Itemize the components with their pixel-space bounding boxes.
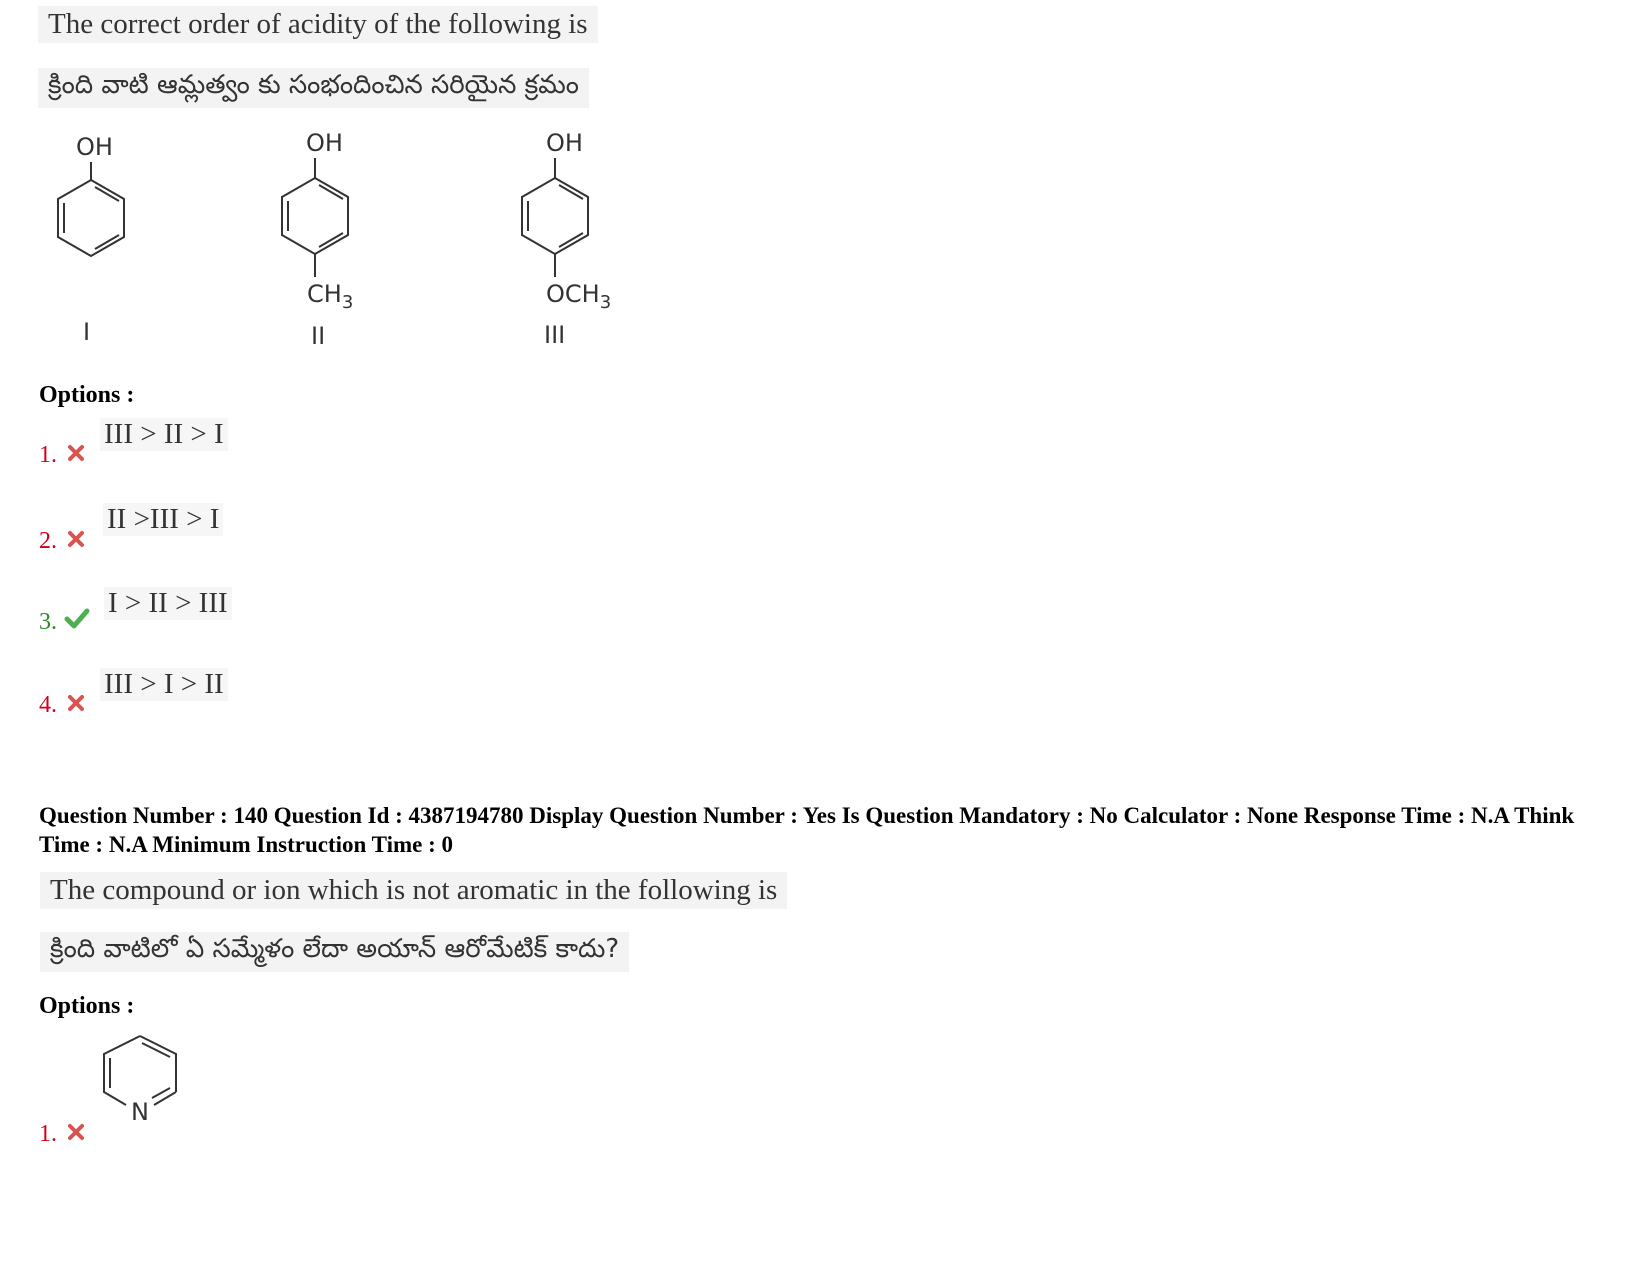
option-number: 1. bbox=[39, 1121, 57, 1147]
structure-label-top: OH bbox=[306, 129, 343, 157]
structure-numeral: II bbox=[311, 322, 326, 350]
cross-icon bbox=[67, 1123, 85, 1141]
question-text-en: The compound or ion which is not aromatic in the following is bbox=[40, 872, 787, 909]
cross-icon bbox=[67, 530, 85, 548]
structure-label-bottom: $CH_3$ bbox=[307, 280, 354, 313]
structure-numeral: I bbox=[83, 318, 91, 346]
option-text[interactable]: II >III > I bbox=[103, 503, 223, 536]
question-meta: Question Number : 140 Question Id : 4387194780 Display Question Number : Yes Is Question Mandatory : No Calculator : None Response Time : N.A Think Time : N.A Minimum Instruction Time : 0 bbox=[39, 803, 1575, 857]
option-number: 3. bbox=[39, 609, 57, 635]
option-number: 1. bbox=[39, 442, 57, 468]
check-icon bbox=[64, 607, 90, 629]
structure-label-top: OH bbox=[76, 133, 113, 161]
benzene-ring bbox=[522, 178, 588, 254]
structure-p-methoxyphenol bbox=[500, 124, 630, 360]
option-text[interactable]: III > I > II bbox=[100, 668, 228, 701]
structure-p-cresol bbox=[260, 124, 380, 360]
benzene-ring bbox=[282, 178, 348, 254]
option-text[interactable]: I > II > III bbox=[104, 587, 232, 620]
cross-icon bbox=[67, 444, 85, 462]
question-text-en: The correct order of acidity of the following is bbox=[38, 6, 598, 43]
atom-label: N bbox=[131, 1098, 149, 1126]
question-text-te: క్రింది వాటి ఆమ్లత్వం కు సంభందించిన సరియైన క్రమం bbox=[38, 68, 589, 108]
options-label: Options : bbox=[39, 382, 135, 408]
question-text-te: క్రింది వాటిలో ఏ సమ్మేళం లేదా అయాన్ ఆరోమేటిక్ కాదు? bbox=[40, 932, 629, 972]
option-text[interactable]: III > II > I bbox=[100, 418, 228, 451]
benzene-ring bbox=[58, 180, 124, 256]
structure-pyridine[interactable] bbox=[96, 1034, 186, 1134]
option-number: 4. bbox=[39, 692, 57, 718]
structure-phenol bbox=[40, 128, 150, 358]
structure-label-top: OH bbox=[546, 129, 583, 157]
option-number: 2. bbox=[39, 528, 57, 554]
options-label: Options : bbox=[39, 993, 135, 1019]
structure-label-bottom: $OCH_3$ bbox=[546, 280, 612, 313]
cross-icon bbox=[67, 694, 85, 712]
structure-numeral: III bbox=[544, 321, 566, 349]
